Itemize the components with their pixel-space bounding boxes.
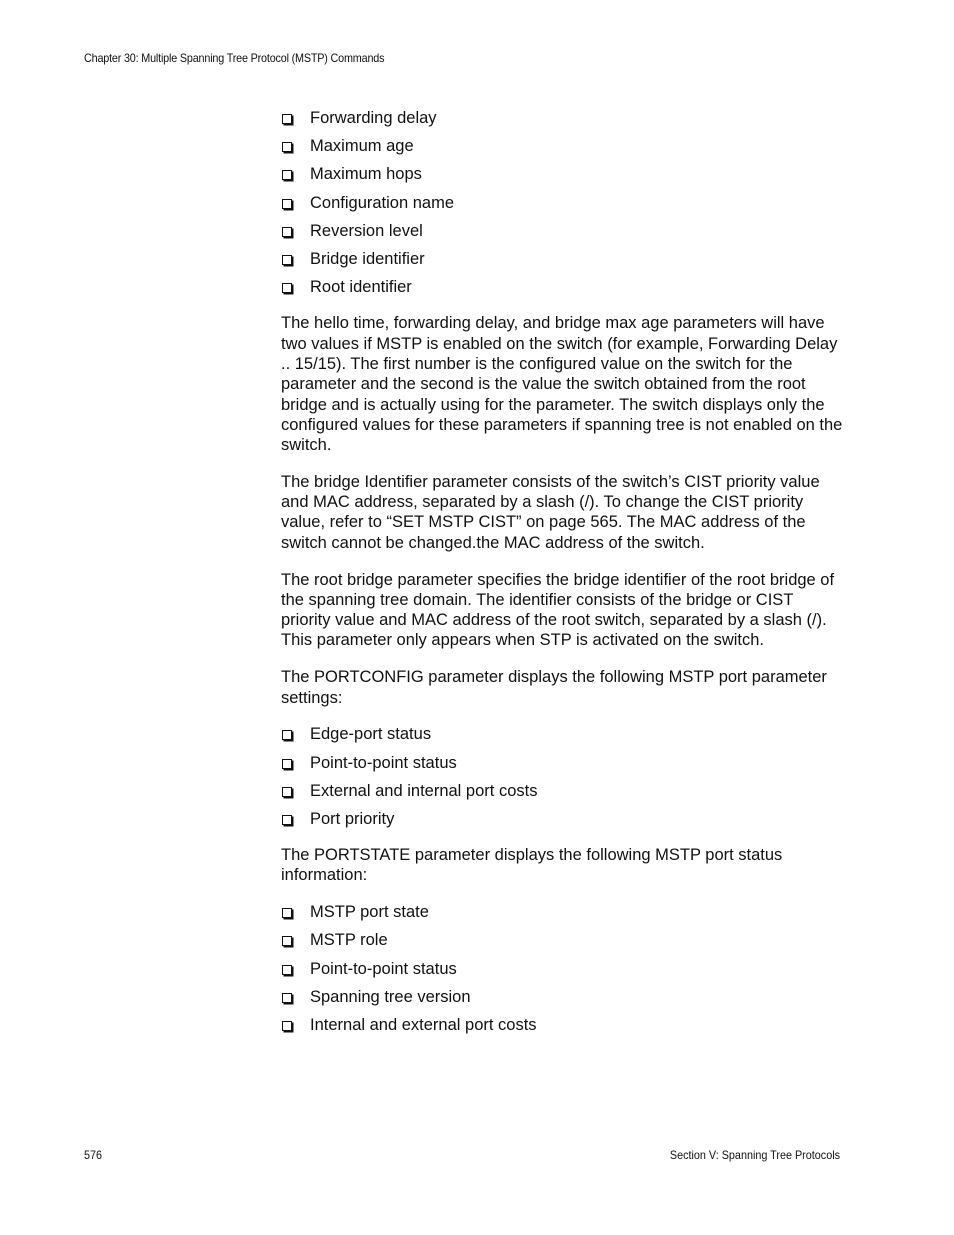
list-item: Port priority (281, 809, 843, 837)
list-item: Point-to-point status (281, 753, 843, 781)
checkbox-bullet-icon (282, 936, 292, 946)
list-item: Internal and external port costs (281, 1015, 843, 1043)
list-item: Spanning tree version (281, 987, 843, 1015)
list-item: External and internal port costs (281, 781, 843, 809)
portstate-intro-paragraph: The PORTSTATE parameter displays the following MSTP port status information: (281, 846, 783, 885)
list-item: Root identifier (281, 277, 843, 305)
list-item: Forwarding delay (281, 108, 843, 136)
portconfig-intro-paragraph: The PORTCONFIG parameter displays the following MSTP port parameter settings: (281, 668, 827, 707)
list-item: Maximum age (281, 136, 843, 164)
checkbox-bullet-icon (282, 965, 292, 975)
list-item: Edge-port status (281, 724, 843, 752)
checkbox-bullet-icon (282, 283, 292, 293)
global-params-list (281, 108, 843, 305)
list-item: Point-to-point status (281, 959, 843, 987)
checkbox-bullet-icon (282, 759, 292, 769)
running-head: Chapter 30: Multiple Spanning Tree Protocol (MSTP) Commands (84, 51, 385, 65)
portstate-params-list (281, 902, 843, 1043)
list-item: Bridge identifier (281, 249, 843, 277)
list-item: Reversion level (281, 221, 843, 249)
list-item: Configuration name (281, 193, 843, 221)
page-body (281, 108, 843, 1043)
checkbox-bullet-icon (282, 1021, 292, 1031)
checkbox-bullet-icon (282, 114, 292, 124)
checkbox-bullet-icon (282, 787, 292, 797)
checkbox-bullet-icon (282, 815, 292, 825)
list-item: MSTP port state (281, 902, 843, 930)
checkbox-bullet-icon (282, 227, 292, 237)
checkbox-bullet-icon (282, 142, 292, 152)
list-item: MSTP role (281, 930, 843, 958)
section-title: Section V: Spanning Tree Protocols (669, 1148, 840, 1162)
checkbox-bullet-icon (282, 255, 292, 265)
list-item: Maximum hops (281, 164, 843, 192)
portconfig-params-list (281, 724, 843, 837)
checkbox-bullet-icon (282, 199, 292, 209)
page-number: 576 (84, 1148, 103, 1162)
root-bridge-paragraph: The root bridge parameter specifies the bridge identifier of the root bridge of the spanning tree domain. The identifier consists of the bridge or CIST priority value and MAC address of the root switch, separated by a slash (/). This parameter only appears when STP is activated on the switch. (281, 570, 835, 650)
checkbox-bullet-icon (282, 993, 292, 1003)
checkbox-bullet-icon (282, 730, 292, 740)
checkbox-bullet-icon (282, 170, 292, 180)
checkbox-bullet-icon (282, 908, 292, 918)
bridge-identifier-paragraph: The bridge Identifier parameter consists of the switch’s CIST priority value and MAC address, separated by a slash (/). To change the CIST priority value, refer to “SET MSTP CIST” on page 565. The MAC address of the switch cannot be changed.the MAC address of the switch. (281, 472, 820, 552)
hello-time-paragraph: The hello time, forwarding delay, and bridge max age parameters will have two values if MSTP is enabled on the switch (for example, Forwarding Delay .. 15/15). The first number is the configured value on the switch for the parameter and the second is the value the switch obtained from the root bridge and is actually using for the parameter. The switch displays only the configured values for these parameters if spanning tree is not enabled on the switch. (281, 314, 843, 455)
